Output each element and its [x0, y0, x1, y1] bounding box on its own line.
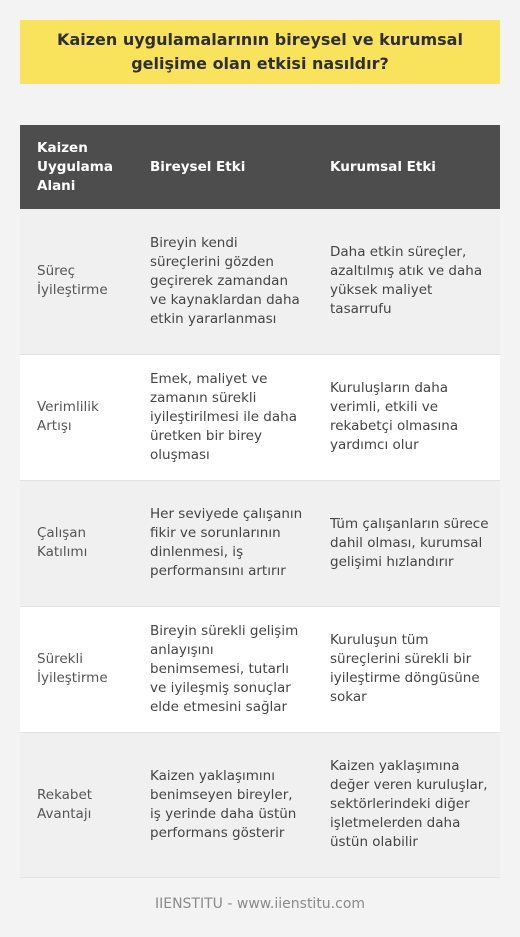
table-row — [20, 354, 500, 480]
table-header-row — [20, 125, 500, 209]
kaizen-table — [20, 125, 500, 878]
footer-credit: IIENSTITU - www.iienstitu.com — [154, 896, 366, 912]
page-title: Kaizen uygulamalarının bireysel ve kurumsal gelişime olan etkisi nasıldır? — [57, 30, 463, 73]
header-individual: Bireysel Etki — [150, 158, 246, 175]
cell-organizational: Kuruluşun tüm süreçlerini sürekli bir iyileştirme döngüsüne sokar — [330, 632, 480, 705]
cell-individual: Bireyin sürekli gelişim anlayışını benimsemesi, tutarlı ve iyileşmiş sonuçlar elde etmesini sağlar — [150, 622, 299, 715]
cell-individual: Bireyin kendi süreçlerini gözden geçirerek zamandan ve kaynaklardan daha etkin yararlanması — [150, 234, 300, 327]
table-row — [20, 606, 500, 732]
cell-organizational: Kaizen yaklaşımına değer veren kuruluşlar, sektörlerindeki diğer işletmelerden daha üstün olabilir — [330, 758, 488, 850]
cell-organizational: Tüm çalışanların sürece dahil olması, kurumsal gelişimi hızlandırır — [330, 515, 489, 570]
header-organizational: Kurumsal Etki — [330, 158, 436, 175]
title-banner — [20, 20, 500, 84]
cell-area: Çalışan Katılımı — [37, 525, 88, 560]
cell-area: Verimlilik Artışı — [37, 399, 99, 434]
cell-area: Rekabet Avantajı — [37, 786, 93, 822]
cell-individual: Emek, maliyet ve zamanın sürekli iyileştirilmesi ile daha üretken bir birey oluşması — [150, 370, 297, 463]
cell-individual: Kaizen yaklaşımını benimseyen bireyler, iş yerinde daha üstün performans gösterir — [150, 767, 297, 841]
cell-organizational: Daha etkin süreçler, azaltılmış atık ve daha yüksek maliyet tasarrufu — [330, 244, 483, 318]
header-area: Kaizen Uygulama Alani — [37, 139, 113, 194]
cell-area: Süreç İyileştirme — [37, 263, 108, 299]
table-row — [20, 209, 500, 354]
table-row — [20, 732, 500, 877]
table-row — [20, 480, 500, 606]
cell-individual: Her seviyede çalışanın fikir ve sorunlarının dinlenmesi, iş performansını artırır — [150, 506, 303, 579]
cell-organizational: Kuruluşların daha verimli, etkili ve rekabetçi olmasına yardımcı olur — [330, 380, 459, 453]
cell-area: Sürekli İyileştirme — [37, 651, 108, 686]
